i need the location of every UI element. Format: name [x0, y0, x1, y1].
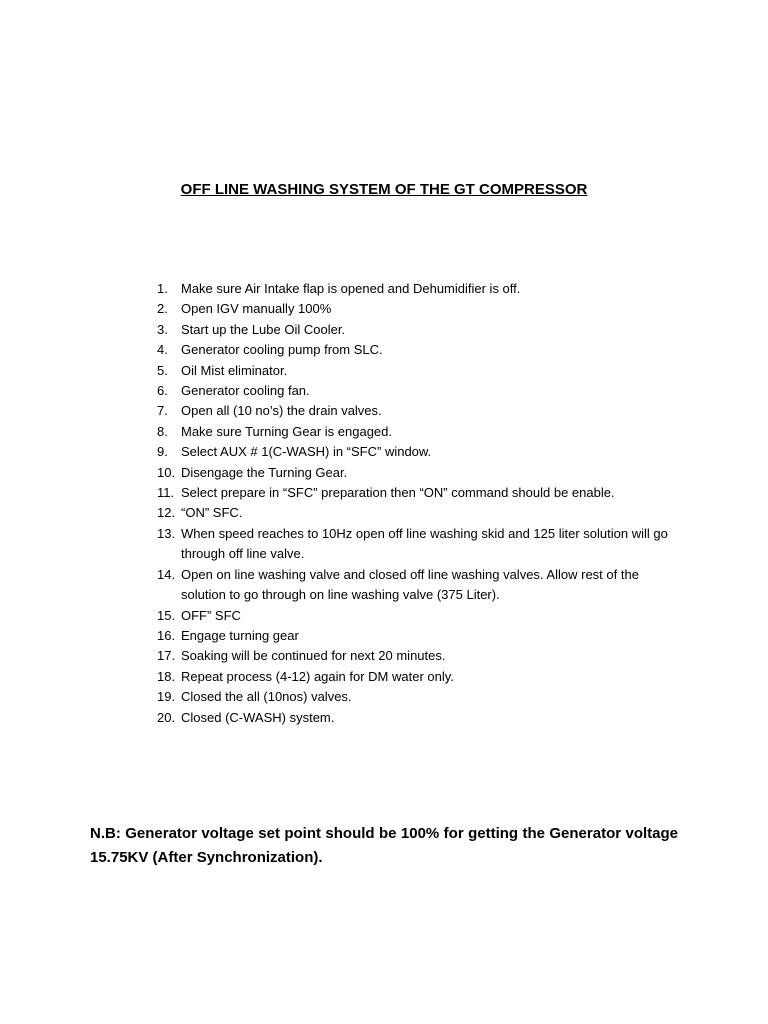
step-number: 8. [157, 423, 168, 439]
step-text: Make sure Air Intake flap is opened and Dehumidifier is off. [181, 281, 521, 296]
step-item [157, 340, 677, 360]
step-number: 12. [157, 505, 176, 521]
step-text: Select AUX # 1(C-WASH) in “SFC” window. [181, 444, 432, 460]
step-number: 18. [157, 668, 176, 684]
step-item [157, 361, 677, 381]
step-text: Disengage the Turning Gear. [181, 464, 348, 480]
step-item [157, 606, 677, 626]
step-text: When speed reaches to 10Hz open off line washing skid and 125 liter solution will go through off line valve. [181, 525, 668, 562]
step-item [157, 483, 677, 503]
step-number: 20. [157, 709, 176, 725]
step-text: Closed (C-WASH) system. [181, 709, 335, 725]
step-number: 5. [157, 362, 168, 378]
step-number: 17. [157, 648, 176, 664]
step-number: 9. [157, 444, 168, 460]
step-number: 2. [157, 301, 168, 317]
document-title: OFF LINE WASHING SYSTEM OF THE GT COMPRESSOR [180, 181, 588, 198]
step-item [157, 626, 677, 646]
step-text: Engage turning gear [181, 627, 299, 643]
step-text: Generator cooling pump from SLC. [181, 342, 383, 358]
step-item [157, 463, 677, 483]
step-number: 1. [157, 281, 168, 296]
step-number: 19. [157, 689, 176, 705]
procedure-steps-list [157, 279, 677, 728]
step-text: OFF” SFC [181, 607, 241, 623]
step-item [157, 565, 677, 606]
step-text: Open on line washing valve and closed off line washing valves. Allow rest of the solution to go through on line washing valve (375 Liter). [181, 566, 639, 603]
step-item [157, 381, 677, 401]
step-item [157, 401, 677, 421]
step-number: 15. [157, 607, 176, 623]
step-item [157, 524, 677, 565]
step-item [157, 646, 677, 666]
step-item [157, 422, 677, 442]
step-item [157, 320, 677, 340]
step-number: 7. [157, 403, 168, 419]
step-text: Open all (10 no’s) the drain valves. [181, 403, 382, 419]
step-item [157, 279, 677, 299]
step-number: 3. [157, 321, 168, 337]
step-number: 13. [157, 525, 176, 541]
note-paragraph: N.B: Generator voltage set point should be 100% for getting the Generator voltage 15.75KV (After Synchronization). [90, 825, 678, 866]
step-text: Repeat process (4-12) again for DM water only. [181, 668, 454, 684]
step-text: “ON” SFC. [181, 505, 243, 521]
step-text: Start up the Lube Oil Cooler. [181, 321, 346, 337]
step-text: Make sure Turning Gear is engaged. [181, 423, 393, 439]
step-item [157, 667, 677, 687]
step-number: 10. [157, 464, 176, 480]
step-item [157, 299, 677, 319]
step-text: Open IGV manually 100% [181, 301, 332, 317]
step-item [157, 503, 677, 523]
step-item [157, 708, 677, 728]
step-number: 4. [157, 342, 168, 358]
step-number: 6. [157, 383, 168, 399]
step-text: Generator cooling fan. [181, 383, 310, 399]
step-text: Soaking will be continued for next 20 minutes. [181, 648, 446, 664]
step-number: 16. [157, 627, 176, 643]
step-number: 14. [157, 566, 176, 582]
step-text: Select prepare in “SFC” preparation then “ON” command should be enable. [181, 485, 615, 501]
step-item [157, 442, 677, 462]
step-item [157, 687, 677, 707]
step-number: 11. [157, 485, 175, 501]
step-text: Oil Mist eliminator. [181, 362, 288, 378]
step-text: Closed the all (10nos) valves. [181, 689, 352, 705]
